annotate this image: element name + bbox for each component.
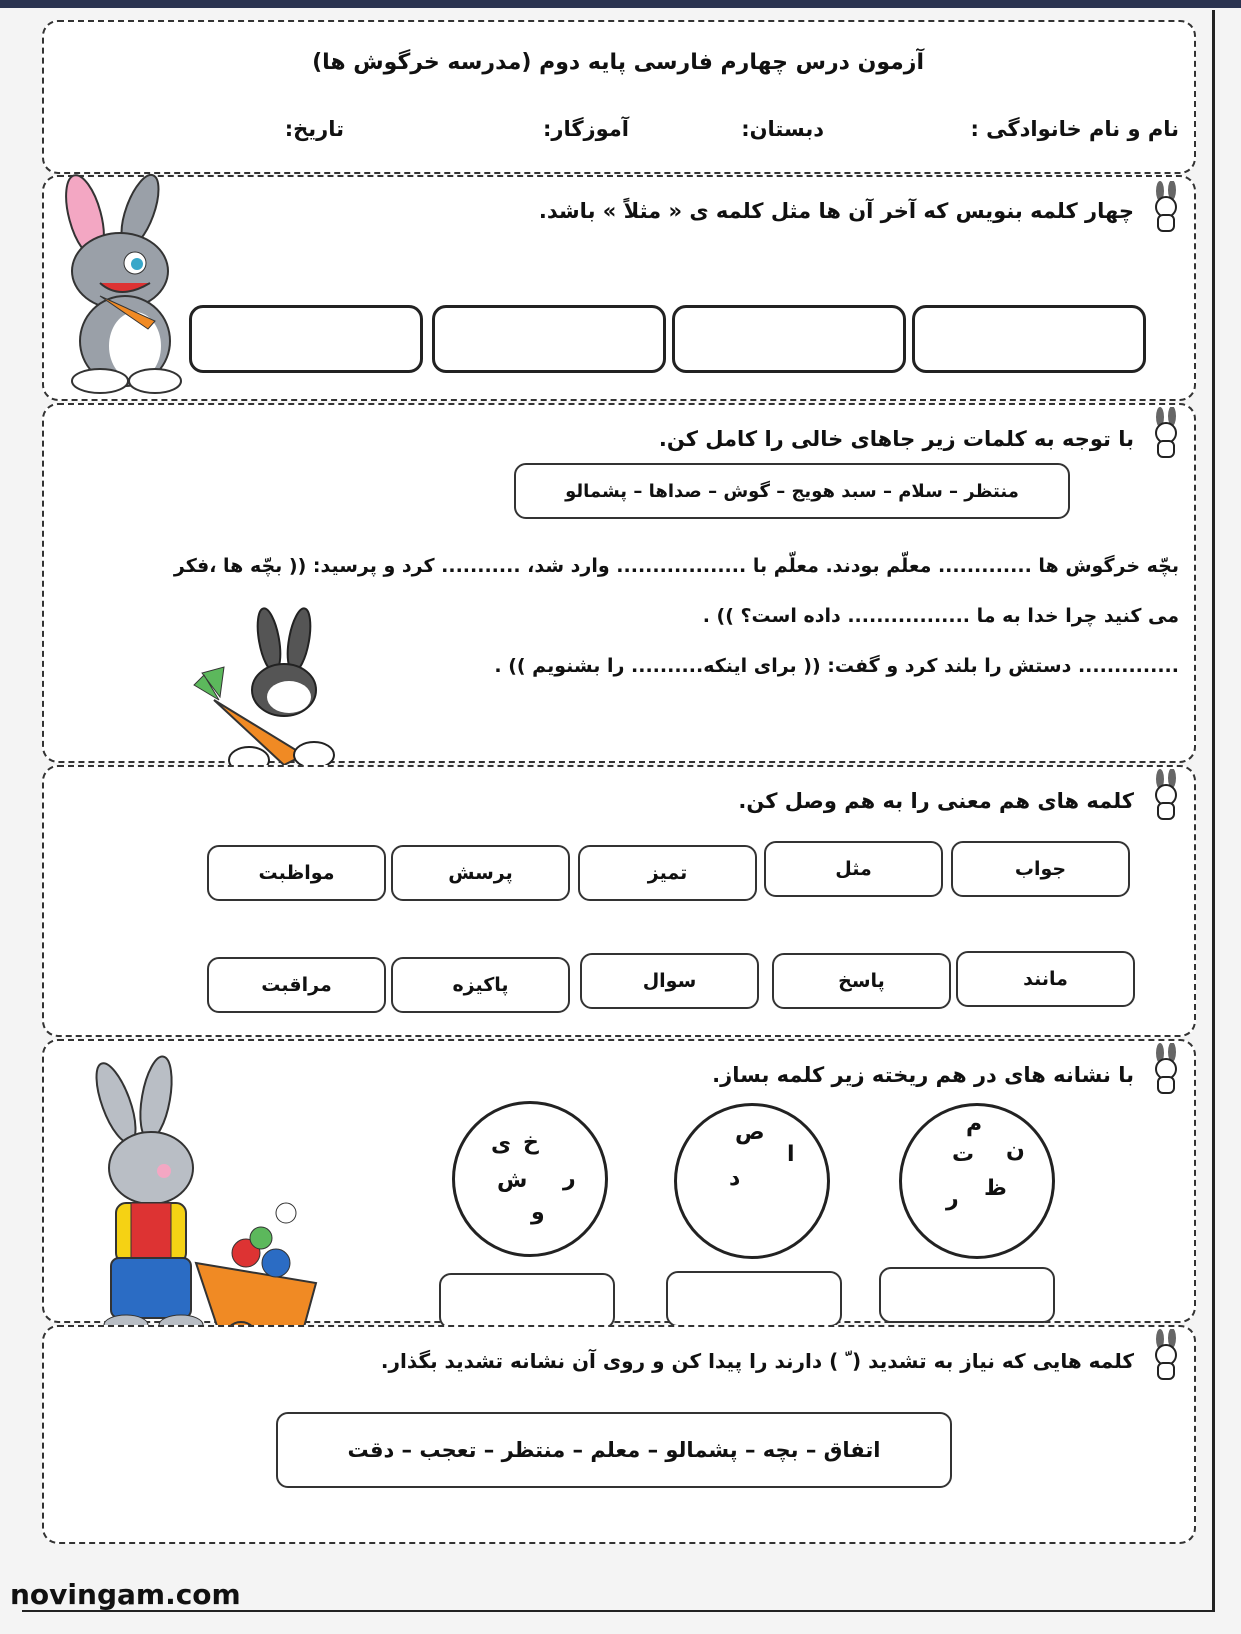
rabbit-carrot-illustration [184, 605, 344, 775]
circle-letter: ا [787, 1142, 795, 1167]
match-top-1[interactable]: جواب [951, 841, 1130, 897]
answer-box-1[interactable] [912, 305, 1146, 373]
word-answer-box-3[interactable] [439, 1273, 615, 1329]
question-2-panel [42, 403, 1196, 763]
circle-letter: و [531, 1200, 545, 1225]
page-title: آزمون درس چهارم فارسی پایه دوم (مدرسه خرگوش ها) [312, 50, 924, 75]
match-bottom-1[interactable]: مانند [956, 951, 1135, 1007]
match-top-4[interactable]: پرسش [391, 845, 570, 901]
date-label: تاریخ: [284, 117, 344, 141]
circle-letter: ص [735, 1120, 765, 1145]
worksheet-page [22, 10, 1215, 1612]
circle-letter: خ [523, 1130, 539, 1155]
name-label: نام و نام خانوادگی : [970, 117, 1179, 141]
fill-line-1: بچّه خرگوش ها ............. معلّم بودند. معلّم با .................. وارد شد، ........... کرد و پرسید: (( بچّه ها ،فکر [173, 555, 1179, 577]
rabbit-cart-illustration [46, 1053, 326, 1353]
circle-letter: ن [1006, 1138, 1025, 1163]
school-label: دبستان: [741, 117, 824, 141]
question-1-instruction: چهار کلمه بنویس که آخر آن ها مثل کلمه ی « مثلاً » باشد. [538, 199, 1134, 223]
tashdid-words: اتفاق – بچه – پشمالو – معلم – منتظر – تعجب – دقت [347, 1438, 881, 1462]
word-bank-box [514, 463, 1070, 519]
circle-letter: ظ [984, 1176, 1007, 1201]
answer-box-3[interactable] [432, 305, 666, 373]
circle-letter: ی [491, 1132, 512, 1157]
word-answer-box-1[interactable] [879, 1267, 1055, 1323]
letter-circle-1 [899, 1103, 1055, 1259]
question-4-instruction: با نشانه های در هم ریخته زیر کلمه بساز. [712, 1063, 1134, 1087]
letter-circle-3 [452, 1101, 608, 1257]
question-1-panel [42, 175, 1196, 401]
word-bank-text: منتظر – سلام – سبد هویج – گوش – صداها – پشمالو [565, 480, 1019, 502]
match-bottom-3[interactable]: سوال [580, 953, 759, 1009]
match-top-3[interactable]: تمیز [578, 845, 757, 901]
site-watermark: novingam.com [10, 1578, 241, 1611]
circle-letter: ش [497, 1168, 528, 1193]
question-2-instruction: با توجه به کلمات زیر جاهای خالی را کامل کن. [658, 427, 1134, 451]
bunny-icon [1144, 181, 1188, 237]
answer-box-2[interactable] [672, 305, 906, 373]
question-5-panel [42, 1325, 1196, 1544]
fill-line-2: می کنید چرا خدا به ما ................. داده است؟ )) . [702, 605, 1179, 627]
fill-line-3: .............. دستش را بلند کرد و گفت: (( برای اینکه.......... را بشنویم )) . [494, 655, 1179, 677]
top-bar [0, 0, 1241, 8]
bunny-icon [1144, 1329, 1188, 1385]
tashdid-word-box [276, 1412, 952, 1488]
match-top-5[interactable]: مواظبت [207, 845, 386, 901]
match-bottom-5[interactable]: مراقبت [207, 957, 386, 1013]
match-bottom-4[interactable]: پاکیزه [391, 957, 570, 1013]
question-3-instruction: کلمه های هم معنی را به هم وصل کن. [738, 789, 1134, 813]
bunny-icon [1144, 1043, 1188, 1099]
header-panel [42, 20, 1196, 174]
teacher-label: آموزگار: [542, 117, 629, 141]
circle-letter: د [729, 1166, 741, 1191]
question-5-instruction: کلمه هایی که نیاز به تشدید ( ّ ) دارند را پیدا کن و روی آن نشانه تشدید بگذار. [380, 1349, 1134, 1373]
circle-letter: ت [952, 1142, 975, 1167]
word-answer-box-2[interactable] [666, 1271, 842, 1327]
bunny-icon [1144, 407, 1188, 463]
match-top-2[interactable]: مثل [764, 841, 943, 897]
match-bottom-2[interactable]: پاسخ [772, 953, 951, 1009]
rabbit-illustration [40, 171, 190, 396]
question-4-panel [42, 1039, 1196, 1323]
circle-letter: م [966, 1112, 983, 1137]
circle-letter: ر [563, 1166, 576, 1191]
answer-box-4[interactable] [189, 305, 423, 373]
circle-letter: ر [946, 1186, 959, 1211]
bunny-icon [1144, 769, 1188, 825]
letter-circle-2 [674, 1103, 830, 1259]
question-3-panel [42, 765, 1196, 1037]
